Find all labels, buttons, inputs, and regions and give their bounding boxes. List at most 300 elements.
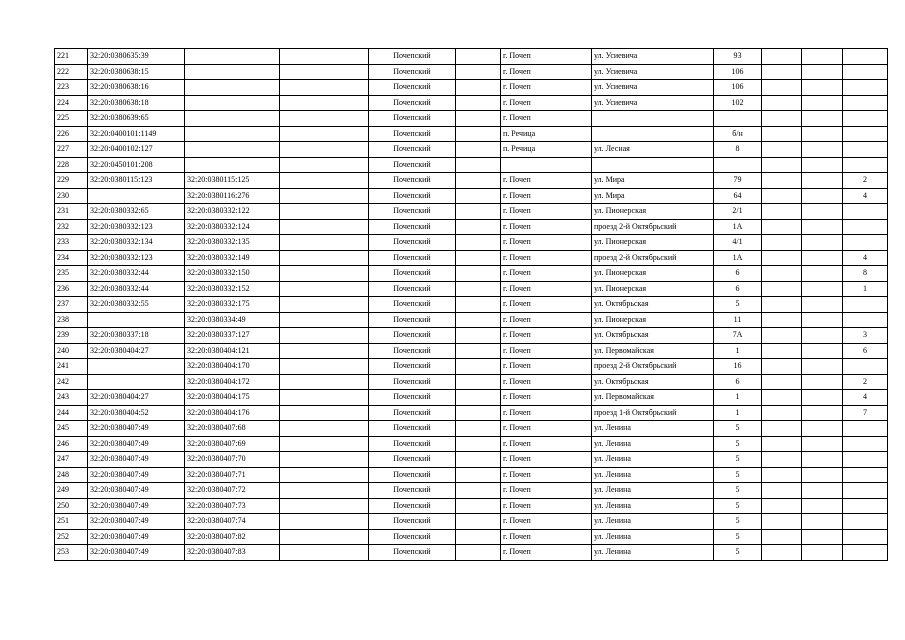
cell-street: ул. Пионерская — [592, 281, 714, 297]
cell-district: Почепский — [369, 390, 456, 406]
cell-row-number: 239 — [55, 328, 88, 344]
cell-district: Почепский — [369, 359, 456, 375]
cell-blank-col — [280, 297, 369, 313]
cell-blank-col — [280, 188, 369, 204]
cell-street: ул. Ленина — [592, 498, 714, 514]
cell-blank-col-2 — [456, 49, 501, 65]
cell-row-number: 231 — [55, 204, 88, 220]
cell-street: ул. Октябрьская — [592, 374, 714, 390]
cell-blank-col-3 — [762, 529, 802, 545]
table-row — [55, 111, 888, 127]
cell-child-cadastral-number: 32:20:0380332:124 — [185, 219, 280, 235]
cell-district: Почепский — [369, 328, 456, 344]
cell-blank-col-3 — [762, 95, 802, 111]
cell-extra-number: 7 — [843, 405, 888, 421]
cell-house-number: 1А — [714, 219, 762, 235]
cell-blank-col-2 — [456, 95, 501, 111]
cell-blank-col — [280, 157, 369, 173]
cell-house-number: 1 — [714, 405, 762, 421]
cell-cadastral-number: 32:20:0380407:49 — [88, 421, 185, 437]
cell-cadastral-number — [88, 359, 185, 375]
cell-child-cadastral-number: 32:20:0380407:68 — [185, 421, 280, 437]
cell-settlement: г. Почеп — [501, 204, 592, 220]
cell-street: проезд 2-й Октябрьский — [592, 359, 714, 375]
cell-cadastral-number: 32:20:0380407:49 — [88, 483, 185, 499]
cell-settlement: г. Почеп — [501, 452, 592, 468]
cell-cadastral-number: 32:20:0380635:39 — [88, 49, 185, 65]
cell-child-cadastral-number: 32:20:0380332:122 — [185, 204, 280, 220]
cell-street: ул. Пионерская — [592, 204, 714, 220]
cell-blank-col — [280, 142, 369, 158]
cell-child-cadastral-number: 32:20:0380407:70 — [185, 452, 280, 468]
cell-blank-col-2 — [456, 467, 501, 483]
cell-child-cadastral-number: 32:20:0380407:82 — [185, 529, 280, 545]
cell-blank-col — [280, 514, 369, 530]
cell-blank-col-3 — [762, 142, 802, 158]
cell-row-number: 233 — [55, 235, 88, 251]
cell-row-number: 248 — [55, 467, 88, 483]
cell-blank-col-4 — [802, 204, 843, 220]
table-row — [55, 514, 888, 530]
cell-row-number: 221 — [55, 49, 88, 65]
cell-extra-number: 4 — [843, 188, 888, 204]
cell-blank-col — [280, 498, 369, 514]
cell-blank-col-2 — [456, 328, 501, 344]
cell-district: Почепский — [369, 467, 456, 483]
cell-blank-col-3 — [762, 266, 802, 282]
table-row — [55, 219, 888, 235]
cell-district: Почепский — [369, 204, 456, 220]
cell-extra-number — [843, 64, 888, 80]
cell-house-number: 5 — [714, 545, 762, 561]
cell-blank-col-3 — [762, 405, 802, 421]
table-row — [55, 297, 888, 313]
cell-settlement: г. Почеп — [501, 436, 592, 452]
cell-blank-col-2 — [456, 452, 501, 468]
cell-cadastral-number: 32:20:0380407:49 — [88, 545, 185, 561]
cell-district: Почепский — [369, 64, 456, 80]
cell-extra-number — [843, 498, 888, 514]
cell-extra-number — [843, 80, 888, 96]
cell-blank-col-3 — [762, 49, 802, 65]
cell-cadastral-number: 32:20:0380332:123 — [88, 250, 185, 266]
cell-blank-col-4 — [802, 312, 843, 328]
cell-extra-number: 4 — [843, 390, 888, 406]
cell-row-number: 227 — [55, 142, 88, 158]
cell-district: Почепский — [369, 421, 456, 437]
cell-settlement: г. Почеп — [501, 80, 592, 96]
cell-district: Почепский — [369, 343, 456, 359]
cell-extra-number: 2 — [843, 173, 888, 189]
cell-extra-number: 4 — [843, 250, 888, 266]
cell-extra-number — [843, 467, 888, 483]
cell-row-number: 249 — [55, 483, 88, 499]
cell-settlement: п. Речица — [501, 126, 592, 142]
cell-child-cadastral-number — [185, 111, 280, 127]
cell-settlement: г. Почеп — [501, 219, 592, 235]
cell-child-cadastral-number — [185, 80, 280, 96]
cell-settlement: г. Почеп — [501, 235, 592, 251]
cell-cadastral-number: 32:20:0380407:49 — [88, 529, 185, 545]
cell-settlement: г. Почеп — [501, 483, 592, 499]
cell-blank-col-2 — [456, 514, 501, 530]
cell-street: ул. Октябрьская — [592, 297, 714, 313]
cell-district: Почепский — [369, 452, 456, 468]
cell-row-number: 252 — [55, 529, 88, 545]
cell-settlement: г. Почеп — [501, 405, 592, 421]
cell-house-number: 5 — [714, 436, 762, 452]
cell-street: ул. Октябрьская — [592, 328, 714, 344]
cell-blank-col-4 — [802, 235, 843, 251]
cell-blank-col-3 — [762, 312, 802, 328]
cell-blank-col-2 — [456, 312, 501, 328]
cell-row-number: 224 — [55, 95, 88, 111]
cell-blank-col — [280, 219, 369, 235]
cell-blank-col-4 — [802, 483, 843, 499]
table-row — [55, 235, 888, 251]
cell-street: проезд 2-й Октябрьский — [592, 250, 714, 266]
cell-blank-col — [280, 266, 369, 282]
cell-blank-col — [280, 452, 369, 468]
cell-street: ул. Ленина — [592, 529, 714, 545]
table-row — [55, 467, 888, 483]
cell-blank-col — [280, 312, 369, 328]
cell-row-number: 240 — [55, 343, 88, 359]
cell-district: Почепский — [369, 95, 456, 111]
cell-blank-col-2 — [456, 436, 501, 452]
cell-blank-col-3 — [762, 64, 802, 80]
cell-blank-col — [280, 235, 369, 251]
cell-cadastral-number: 32:20:0380407:49 — [88, 452, 185, 468]
cell-street: ул. Пионерская — [592, 235, 714, 251]
cell-settlement: г. Почеп — [501, 250, 592, 266]
table-row — [55, 80, 888, 96]
cell-blank-col — [280, 281, 369, 297]
cell-child-cadastral-number: 32:20:0380407:71 — [185, 467, 280, 483]
cell-street — [592, 111, 714, 127]
cell-extra-number — [843, 514, 888, 530]
cell-extra-number — [843, 359, 888, 375]
cell-row-number: 235 — [55, 266, 88, 282]
cell-blank-col — [280, 374, 369, 390]
cell-blank-col — [280, 467, 369, 483]
cell-extra-number — [843, 436, 888, 452]
cell-cadastral-number — [88, 312, 185, 328]
cell-child-cadastral-number — [185, 126, 280, 142]
cell-child-cadastral-number — [185, 142, 280, 158]
cell-blank-col-3 — [762, 281, 802, 297]
cell-cadastral-number: 32:20:0380404:27 — [88, 390, 185, 406]
land-plot-register-table — [54, 48, 888, 561]
cell-cadastral-number: 32:20:0380404:52 — [88, 405, 185, 421]
cell-district: Почепский — [369, 219, 456, 235]
cell-house-number: 5 — [714, 452, 762, 468]
cell-extra-number: 1 — [843, 281, 888, 297]
cell-blank-col-4 — [802, 80, 843, 96]
cell-blank-col-4 — [802, 374, 843, 390]
cell-street: ул. Первомайская — [592, 343, 714, 359]
cell-row-number: 242 — [55, 374, 88, 390]
cell-blank-col-4 — [802, 529, 843, 545]
cell-blank-col-4 — [802, 297, 843, 313]
cell-district: Почепский — [369, 514, 456, 530]
table-row — [55, 266, 888, 282]
cell-child-cadastral-number: 32:20:0380116:276 — [185, 188, 280, 204]
cell-settlement: г. Почеп — [501, 467, 592, 483]
cell-house-number: 5 — [714, 514, 762, 530]
cell-extra-number — [843, 49, 888, 65]
cell-blank-col-4 — [802, 343, 843, 359]
cell-street: ул. Мира — [592, 188, 714, 204]
cell-blank-col-2 — [456, 390, 501, 406]
cell-cadastral-number: 32:20:0380407:49 — [88, 514, 185, 530]
cell-blank-col — [280, 436, 369, 452]
cell-district: Почепский — [369, 545, 456, 561]
cell-house-number: 1А — [714, 250, 762, 266]
cell-row-number: 246 — [55, 436, 88, 452]
cell-street: ул. Усиевича — [592, 64, 714, 80]
cell-child-cadastral-number: 32:20:0380407:74 — [185, 514, 280, 530]
table-row — [55, 157, 888, 173]
cell-settlement: г. Почеп — [501, 498, 592, 514]
table-row — [55, 359, 888, 375]
cell-extra-number — [843, 204, 888, 220]
cell-child-cadastral-number: 32:20:0380404:175 — [185, 390, 280, 406]
cell-house-number: 4/1 — [714, 235, 762, 251]
cell-blank-col-3 — [762, 126, 802, 142]
cell-blank-col-4 — [802, 405, 843, 421]
cell-child-cadastral-number — [185, 157, 280, 173]
cell-house-number: 5 — [714, 467, 762, 483]
cell-house-number: 6 — [714, 266, 762, 282]
cell-settlement: г. Почеп — [501, 173, 592, 189]
cell-district: Почепский — [369, 405, 456, 421]
cell-cadastral-number: 32:20:0380638:16 — [88, 80, 185, 96]
cell-blank-col — [280, 328, 369, 344]
table-row — [55, 483, 888, 499]
cell-blank-col — [280, 64, 369, 80]
cell-house-number — [714, 111, 762, 127]
cell-blank-col-3 — [762, 467, 802, 483]
cell-extra-number — [843, 95, 888, 111]
cell-cadastral-number: 32:20:0380407:49 — [88, 467, 185, 483]
table-row — [55, 49, 888, 65]
cell-district: Почепский — [369, 173, 456, 189]
table-row — [55, 204, 888, 220]
cell-row-number: 243 — [55, 390, 88, 406]
cell-blank-col-3 — [762, 421, 802, 437]
cell-settlement: г. Почеп — [501, 328, 592, 344]
cell-child-cadastral-number: 32:20:0380332:149 — [185, 250, 280, 266]
cell-extra-number: 3 — [843, 328, 888, 344]
cell-blank-col-3 — [762, 219, 802, 235]
cell-row-number: 247 — [55, 452, 88, 468]
cell-cadastral-number: 32:20:0380332:65 — [88, 204, 185, 220]
cell-house-number: 1 — [714, 390, 762, 406]
cell-house-number: 8 — [714, 142, 762, 158]
cell-child-cadastral-number: 32:20:0380407:73 — [185, 498, 280, 514]
cell-street: ул. Пионерская — [592, 266, 714, 282]
cell-district: Почепский — [369, 266, 456, 282]
cell-settlement — [501, 157, 592, 173]
cell-child-cadastral-number — [185, 95, 280, 111]
cell-blank-col-4 — [802, 64, 843, 80]
cell-blank-col-3 — [762, 188, 802, 204]
cell-blank-col-3 — [762, 436, 802, 452]
cell-settlement: г. Почеп — [501, 312, 592, 328]
cell-district: Почепский — [369, 142, 456, 158]
cell-extra-number — [843, 421, 888, 437]
cell-blank-col-4 — [802, 281, 843, 297]
table-row — [55, 250, 888, 266]
cell-house-number: 93 — [714, 49, 762, 65]
cell-house-number: 5 — [714, 421, 762, 437]
cell-blank-col-3 — [762, 498, 802, 514]
cell-blank-col-2 — [456, 80, 501, 96]
table-row — [55, 64, 888, 80]
cell-blank-col-2 — [456, 173, 501, 189]
cell-blank-col-2 — [456, 405, 501, 421]
cell-district: Почепский — [369, 157, 456, 173]
cell-blank-col-3 — [762, 374, 802, 390]
cell-blank-col-2 — [456, 483, 501, 499]
cell-settlement: п. Речица — [501, 142, 592, 158]
cell-cadastral-number: 32:20:0380332:44 — [88, 281, 185, 297]
cell-blank-col-2 — [456, 498, 501, 514]
cell-child-cadastral-number: 32:20:0380407:83 — [185, 545, 280, 561]
cell-cadastral-number: 32:20:0380332:123 — [88, 219, 185, 235]
cell-settlement: г. Почеп — [501, 49, 592, 65]
cell-blank-col-3 — [762, 343, 802, 359]
cell-blank-col-4 — [802, 188, 843, 204]
cell-blank-col-2 — [456, 266, 501, 282]
cell-blank-col-2 — [456, 126, 501, 142]
cell-row-number: 226 — [55, 126, 88, 142]
cell-child-cadastral-number: 32:20:0380332:152 — [185, 281, 280, 297]
cell-street: ул. Усиевича — [592, 95, 714, 111]
cell-blank-col — [280, 390, 369, 406]
cell-blank-col-3 — [762, 545, 802, 561]
table-row — [55, 95, 888, 111]
cell-blank-col — [280, 359, 369, 375]
cell-child-cadastral-number — [185, 49, 280, 65]
cell-blank-col-2 — [456, 157, 501, 173]
cell-cadastral-number: 32:20:0380407:49 — [88, 436, 185, 452]
cell-blank-col-2 — [456, 204, 501, 220]
table-row — [55, 529, 888, 545]
cell-blank-col-3 — [762, 514, 802, 530]
cell-cadastral-number: 32:20:0380115:123 — [88, 173, 185, 189]
cell-street: проезд 2-й Октябрьский — [592, 219, 714, 235]
cell-blank-col — [280, 126, 369, 142]
cell-settlement: г. Почеп — [501, 281, 592, 297]
cell-cadastral-number: 32:20:0380337:18 — [88, 328, 185, 344]
cell-street: ул. Пионерская — [592, 312, 714, 328]
cell-blank-col-3 — [762, 390, 802, 406]
cell-blank-col-4 — [802, 173, 843, 189]
cell-cadastral-number: 32:20:0380407:49 — [88, 498, 185, 514]
cell-blank-col-4 — [802, 49, 843, 65]
cell-settlement: г. Почеп — [501, 64, 592, 80]
table-row — [55, 421, 888, 437]
table-row — [55, 374, 888, 390]
cell-district: Почепский — [369, 126, 456, 142]
cell-settlement: г. Почеп — [501, 297, 592, 313]
cell-cadastral-number — [88, 374, 185, 390]
cell-extra-number — [843, 142, 888, 158]
cell-blank-col-3 — [762, 111, 802, 127]
cell-blank-col-4 — [802, 498, 843, 514]
cell-blank-col-2 — [456, 359, 501, 375]
cell-blank-col — [280, 421, 369, 437]
table-row — [55, 188, 888, 204]
cell-child-cadastral-number: 32:20:0380337:127 — [185, 328, 280, 344]
cell-extra-number — [843, 545, 888, 561]
cell-row-number: 236 — [55, 281, 88, 297]
cell-district: Почепский — [369, 529, 456, 545]
cell-district: Почепский — [369, 188, 456, 204]
cell-row-number: 223 — [55, 80, 88, 96]
cell-street: проезд 1-й Октябрьский — [592, 405, 714, 421]
cell-blank-col-4 — [802, 467, 843, 483]
cell-cadastral-number: 32:20:0400102:127 — [88, 142, 185, 158]
cell-district: Почепский — [369, 250, 456, 266]
cell-blank-col-2 — [456, 142, 501, 158]
cell-settlement: г. Почеп — [501, 390, 592, 406]
cell-house-number: 6 — [714, 281, 762, 297]
cell-blank-col-3 — [762, 359, 802, 375]
cell-district: Почепский — [369, 80, 456, 96]
cell-extra-number — [843, 483, 888, 499]
table-row — [55, 498, 888, 514]
cell-row-number: 244 — [55, 405, 88, 421]
cell-district: Почепский — [369, 235, 456, 251]
table-row — [55, 173, 888, 189]
register-table-body — [55, 49, 888, 561]
cell-blank-col-4 — [802, 359, 843, 375]
cell-blank-col-2 — [456, 219, 501, 235]
table-row — [55, 405, 888, 421]
cell-extra-number — [843, 157, 888, 173]
table-row — [55, 452, 888, 468]
cell-settlement: г. Почеп — [501, 266, 592, 282]
cell-house-number: 102 — [714, 95, 762, 111]
cell-blank-col-3 — [762, 157, 802, 173]
cell-blank-col-2 — [456, 421, 501, 437]
cell-blank-col-4 — [802, 266, 843, 282]
cell-cadastral-number: 32:20:0400101:1149 — [88, 126, 185, 142]
cell-blank-col-2 — [456, 529, 501, 545]
cell-blank-col — [280, 483, 369, 499]
cell-blank-col-4 — [802, 514, 843, 530]
cell-extra-number — [843, 235, 888, 251]
cell-blank-col-2 — [456, 545, 501, 561]
cell-row-number: 230 — [55, 188, 88, 204]
cell-blank-col-4 — [802, 250, 843, 266]
cell-settlement: г. Почеп — [501, 514, 592, 530]
cell-child-cadastral-number — [185, 64, 280, 80]
cell-blank-col-4 — [802, 142, 843, 158]
cell-cadastral-number — [88, 188, 185, 204]
cell-settlement: г. Почеп — [501, 95, 592, 111]
cell-extra-number — [843, 111, 888, 127]
table-row — [55, 436, 888, 452]
cell-extra-number — [843, 529, 888, 545]
cell-blank-col — [280, 49, 369, 65]
cell-child-cadastral-number: 32:20:0380332:135 — [185, 235, 280, 251]
cell-blank-col — [280, 250, 369, 266]
cell-child-cadastral-number: 32:20:0380115:125 — [185, 173, 280, 189]
